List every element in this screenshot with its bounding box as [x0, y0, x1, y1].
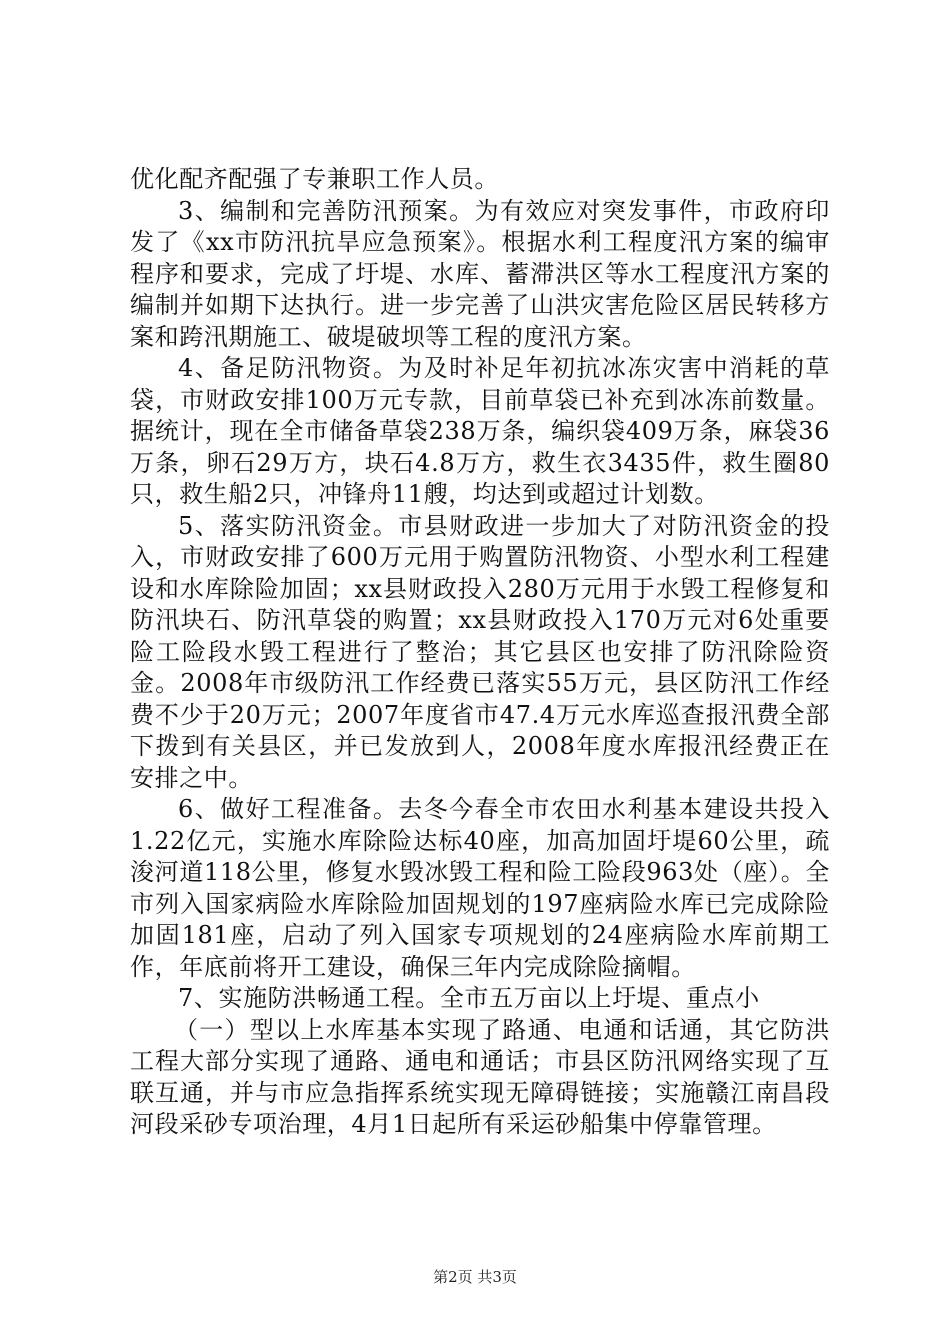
paragraph-flood-passage: 7、实施防洪畅通工程。全市五万亩以上圩堤、重点小 — [178, 984, 760, 1012]
paragraph-engineering-prep: 6、做好工程准备。去冬今春全市农田水利基本建设共投入1.22亿元，实施水库除险达标40座，加高加固圩堤60公里，疏浚河道118公里，修复水毁冰毁工程和险工险段963处（座）。全市列入国家病险水库除险加固规划的197座病险水库已完成除险加固181座，启动了列入国家专项规划的24座病险水库前期工作，年底前将开工建设，确保三年内完成除险摘帽。 — [130, 795, 830, 981]
paragraph-continuation: 优化配齐配强了专兼职工作人员。 — [130, 165, 499, 193]
paragraph-reservoir-access: （一）型以上水库基本实现了路通、电通和话通，其它防洪工程大部分实现了通路、通电和通话；市县区防汛网络实现了互联互通，并与市应急指挥系统实现无障碍链接；实施赣江南昌段河段采砂专项治理，4月1日起所有采运砂船集中停靠管理。 — [130, 1015, 830, 1138]
page-number: 第2页 — [433, 1268, 473, 1286]
page-total: 共3页 — [477, 1268, 517, 1286]
paragraph-flood-funds: 5、落实防汛资金。市县财政进一步加大了对防汛资金的投入，市财政安排了600万元用于购置防汛物资、小型水利工程建设和水库除险加固；xx县财政投入280万元用于水毁工程修复和防汛块石、防汛草袋的购置；xx县财政投入170万元对6处重要险工险段水毁工程进行了整治；其它县区也安排了防汛除险资金。2008年市级防汛工作经费已落实55万元，县区防汛工作经费不少于20万元；2007年度省市47.4万元水库巡查报汛费全部下拨到有关县区，并已发放到人，2008年度水库报汛经费正在安排之中。 — [130, 511, 830, 792]
page-footer — [0, 1268, 950, 1286]
paragraph-flood-plan: 3、编制和完善防汛预案。为有效应对突发事件，市政府印发了《xx市防汛抗旱应急预案》。根据水利工程度汛方案的编审程序和要求，完成了圩堤、水库、蓄滞洪区等水工程度汛方案的编制并如期下达执行。进一步完善了山洪灾害危险区居民转移方案和跨汛期施工、破堤破坝等工程的度汛方案。 — [130, 196, 830, 351]
document-body — [130, 164, 830, 1141]
paragraph-flood-supplies: 4、备足防汛物资。为及时补足年初抗冰冻灾害中消耗的草袋，市财政安排100万元专款，目前草袋已补充到冰冻前数量。据统计，现在全市储备草袋238万条，编织袋409万条，麻袋36万条，卵石29万方，块石4.8万方，救生衣3435件，救生圈80只，救生船2只，冲锋舟11艘，均达到或超过计划数。 — [130, 354, 830, 508]
